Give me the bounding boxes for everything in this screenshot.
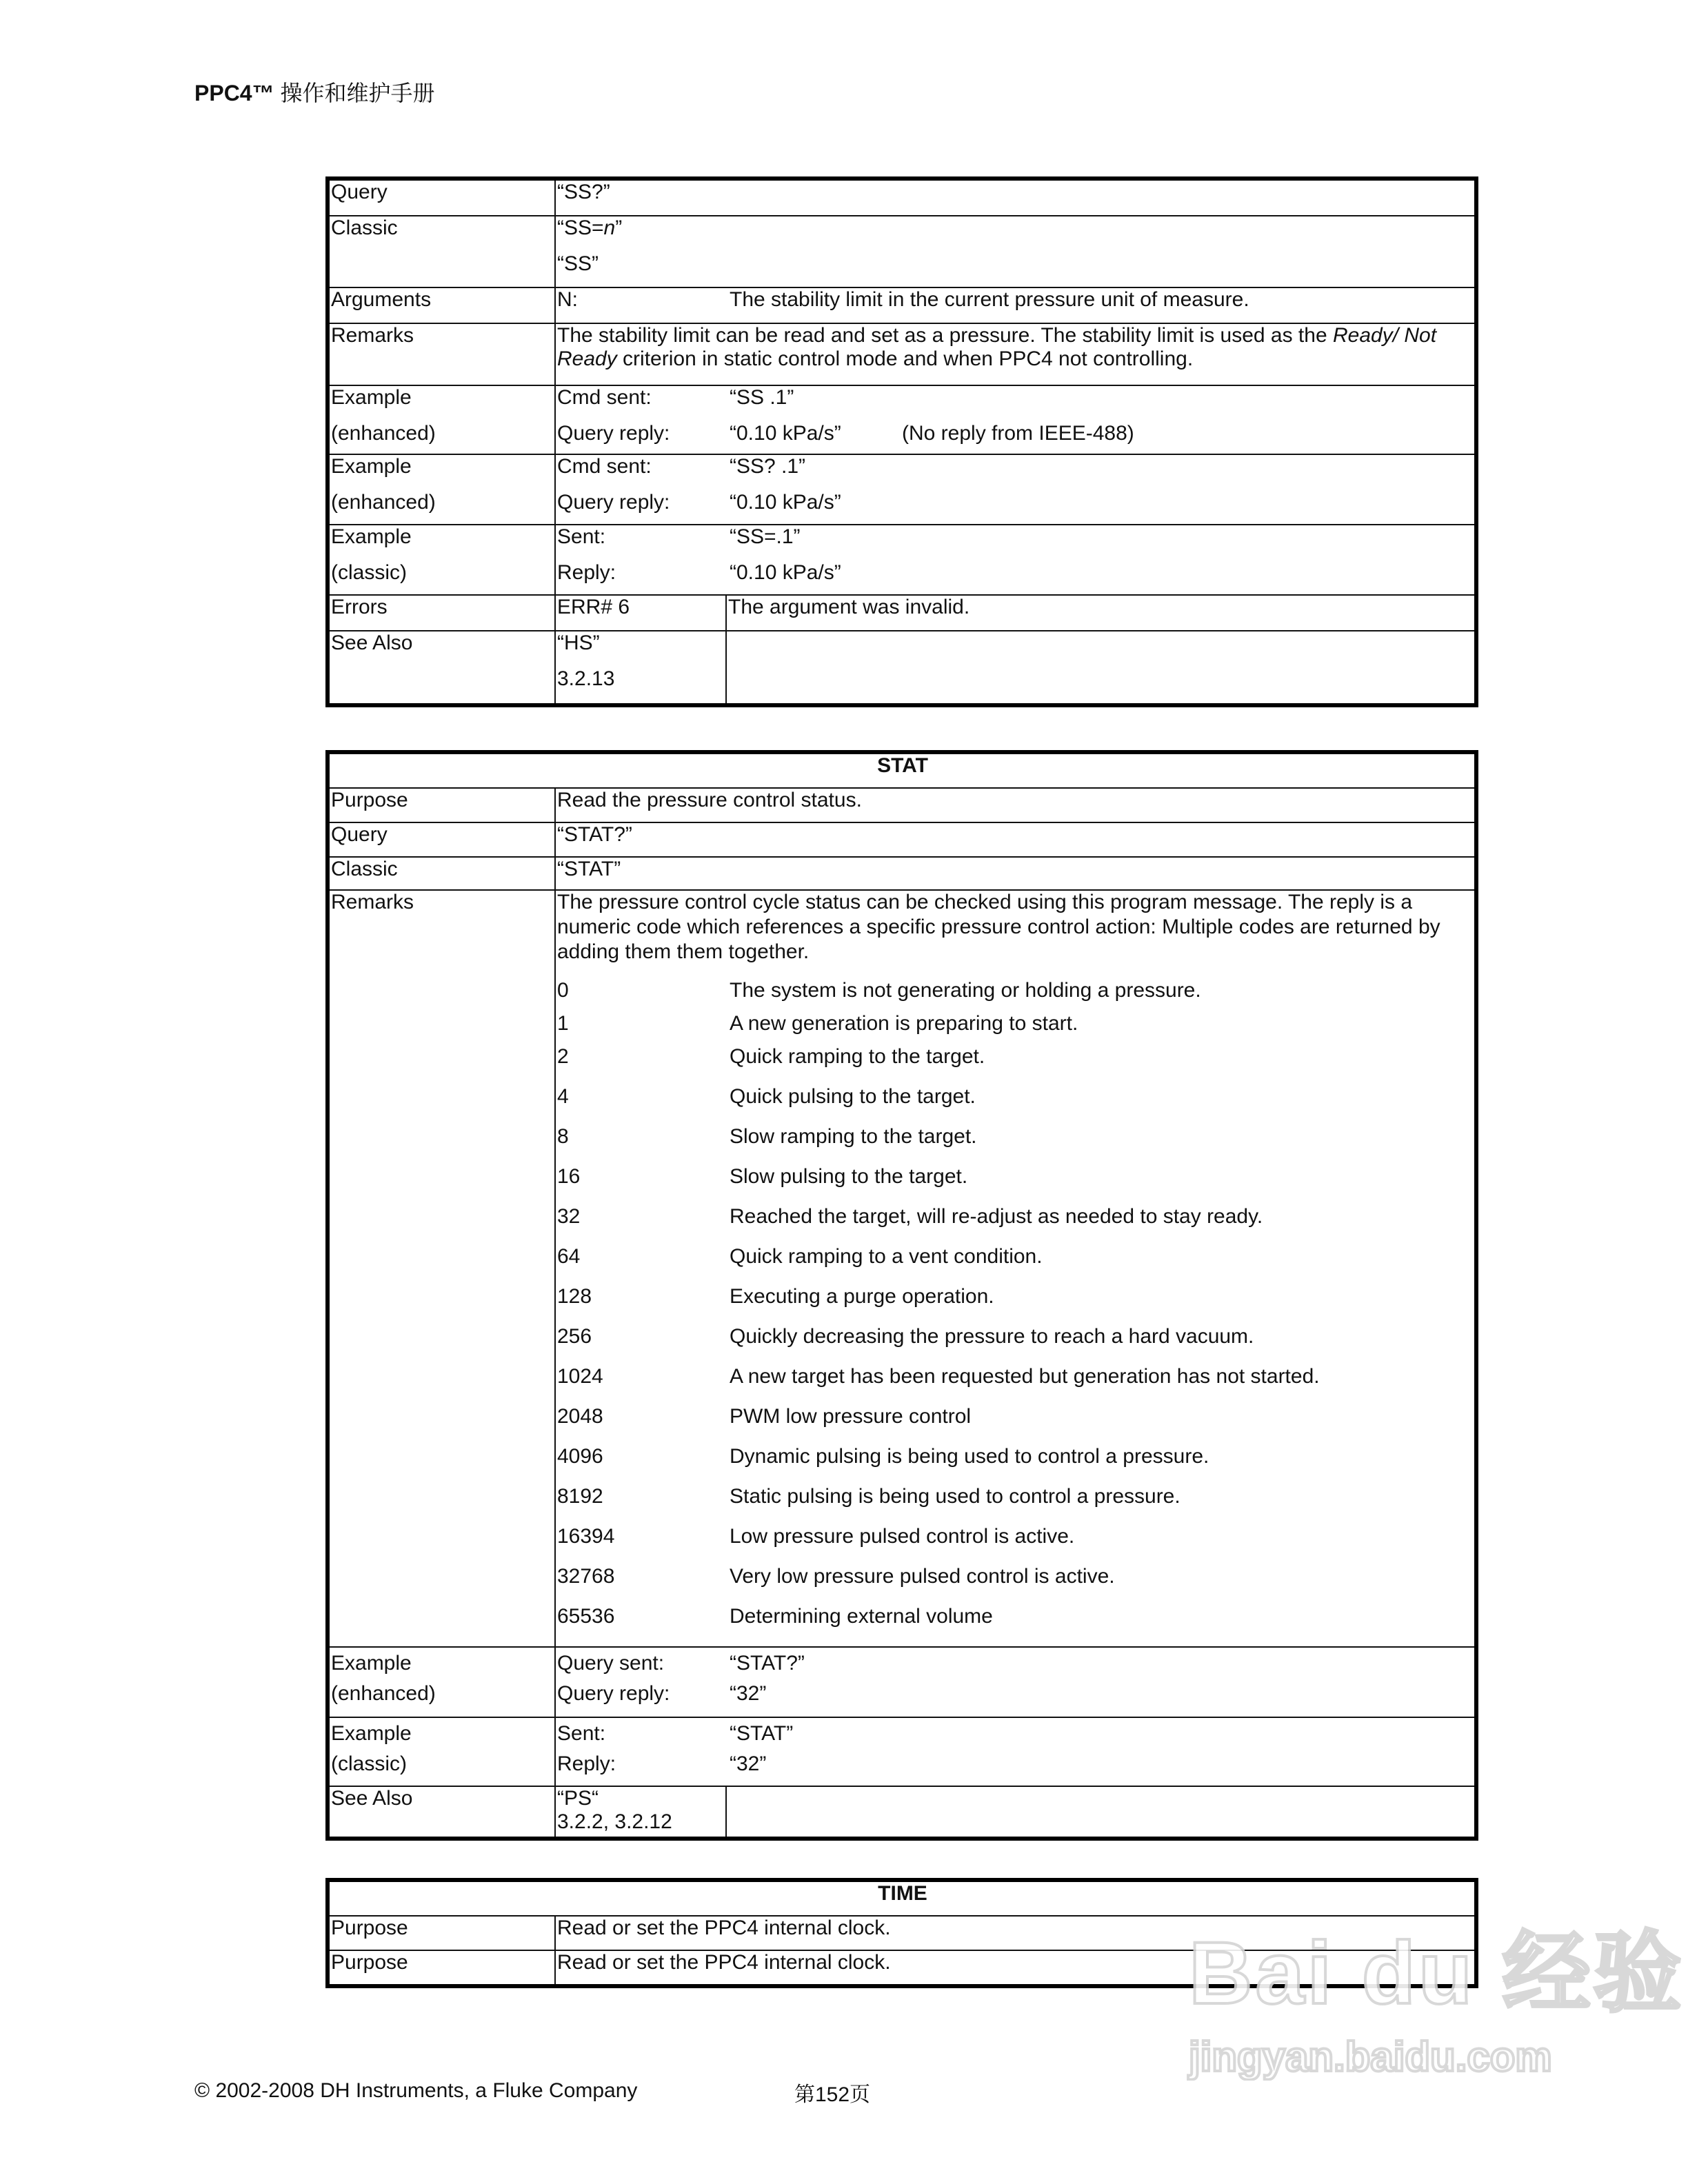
product-name: PPC4™ xyxy=(194,83,274,106)
text: N: xyxy=(557,288,578,312)
text: “0.10 kPa/s” xyxy=(730,491,841,514)
status-code: 0 xyxy=(557,979,569,1002)
status-code-row xyxy=(557,1485,1474,1508)
text: Reply: xyxy=(557,561,616,585)
text: Example xyxy=(331,386,412,410)
status-code-desc: A new generation is preparing to start. xyxy=(730,1012,1078,1035)
label xyxy=(328,525,555,595)
text: (No reply from IEEE-488) xyxy=(902,422,1134,445)
label: Classic xyxy=(328,216,555,287)
table-title: TIME xyxy=(328,1880,1476,1916)
status-code-row xyxy=(557,1012,1474,1035)
text: n xyxy=(603,216,616,240)
text: Example xyxy=(331,455,412,478)
label: See Also xyxy=(328,1786,555,1839)
status-code-row xyxy=(557,1445,1474,1468)
value xyxy=(555,454,1476,525)
error-desc: The argument was invalid. xyxy=(726,595,1476,631)
text: “SS? .1” xyxy=(730,455,806,478)
value: “STAT” xyxy=(555,857,1476,890)
label: Purpose xyxy=(328,1916,555,1950)
status-code-desc: Quick pulsing to the target. xyxy=(730,1085,976,1109)
value xyxy=(555,216,1476,287)
text: criterion in static control mode and when PPC4 not controlling. xyxy=(616,347,1194,371)
value xyxy=(555,287,1476,323)
status-code: 65536 xyxy=(557,1605,615,1628)
text: Cmd sent: xyxy=(557,386,652,410)
text: Ready/ Not Ready xyxy=(557,324,1437,371)
text: “32” xyxy=(730,1752,767,1776)
text: “SS=.1” xyxy=(730,525,801,549)
status-code-row xyxy=(557,1365,1474,1388)
text: (classic) xyxy=(331,561,407,585)
text: “STAT” xyxy=(730,1722,794,1746)
value xyxy=(555,890,1476,1647)
value: Read the pressure control status. xyxy=(555,788,1476,822)
value: Read or set the PPC4 internal clock. xyxy=(555,1950,1476,1986)
status-code-list xyxy=(557,979,1474,1628)
text: Cmd sent: xyxy=(557,455,652,478)
table-title: STAT xyxy=(328,752,1476,788)
status-code-row xyxy=(557,1605,1474,1628)
page-number: 第152页 xyxy=(794,2083,871,2107)
status-code-row xyxy=(557,1125,1474,1149)
status-code: 1 xyxy=(557,1012,569,1035)
text: (classic) xyxy=(331,1752,407,1776)
status-code-desc: A new target has been requested but generation has not started. xyxy=(730,1365,1320,1388)
status-code-row xyxy=(557,1245,1474,1268)
value: Read or set the PPC4 internal clock. xyxy=(555,1916,1476,1950)
text: 3.2.2, 3.2.12 xyxy=(557,1810,672,1834)
label: Classic xyxy=(328,857,555,890)
text: “STAT?” xyxy=(730,1652,805,1675)
status-code: 1024 xyxy=(557,1365,603,1388)
error-code: ERR# 6 xyxy=(555,595,726,631)
value xyxy=(555,323,1476,385)
value xyxy=(555,525,1476,595)
text: “32” xyxy=(730,1682,767,1706)
status-code-row xyxy=(557,1085,1474,1109)
status-code-desc: Determining external volume xyxy=(730,1605,993,1628)
status-code: 8 xyxy=(557,1125,569,1149)
label xyxy=(328,1717,555,1786)
empty-cell xyxy=(726,631,1476,705)
footer-copyright: © 2002-2008 DH Instruments, a Fluke Company xyxy=(194,2079,638,2103)
text: “0.10 kPa/s” xyxy=(730,422,841,445)
status-code: 64 xyxy=(557,1245,581,1268)
text: The stability limit in the current pressure unit of measure. xyxy=(730,288,1249,312)
status-code-desc: Executing a purge operation. xyxy=(730,1285,994,1308)
empty-cell xyxy=(726,1786,1476,1839)
text: Sent: xyxy=(557,525,606,549)
status-code: 32 xyxy=(557,1205,581,1228)
label xyxy=(328,454,555,525)
status-code: 2048 xyxy=(557,1405,603,1428)
status-code-desc: PWM low pressure control xyxy=(730,1405,972,1428)
status-code-desc: Slow ramping to the target. xyxy=(730,1125,977,1149)
status-code-desc: Low pressure pulsed control is active. xyxy=(730,1525,1075,1548)
stat-command-table xyxy=(325,750,1478,1841)
status-code: 4 xyxy=(557,1085,569,1109)
status-code-desc: The system is not generating or holding a pressure. xyxy=(730,979,1201,1002)
watermark-brand: Bai du 经验 xyxy=(1189,1923,1685,2023)
label: Purpose xyxy=(328,1950,555,1986)
status-code: 2 xyxy=(557,1045,569,1069)
status-code: 4096 xyxy=(557,1445,603,1468)
status-code-desc: Static pulsing is being used to control a pressure. xyxy=(730,1485,1180,1508)
text: Query reply: xyxy=(557,1682,670,1706)
label: Remarks xyxy=(328,890,555,1647)
status-code-desc: Dynamic pulsing is being used to control a pressure. xyxy=(730,1445,1209,1468)
text: Example xyxy=(331,1722,412,1746)
value xyxy=(555,631,726,705)
watermark-url: jingyan.baidu.com xyxy=(1189,2035,1552,2081)
status-code-row xyxy=(557,1405,1474,1428)
text: 3.2.13 xyxy=(557,667,615,691)
value: “STAT?” xyxy=(555,822,1476,857)
value xyxy=(555,1717,1476,1786)
ss-command-table xyxy=(325,176,1478,707)
page-header xyxy=(194,76,435,108)
label: Errors xyxy=(328,595,555,631)
text: The stability limit can be read and set as a pressure. The stability limit is used as the xyxy=(557,324,1333,347)
label: Query xyxy=(328,822,555,857)
status-code-desc: Quick ramping to a vent condition. xyxy=(730,1245,1043,1268)
status-code-row xyxy=(557,1285,1474,1308)
value xyxy=(555,1786,726,1839)
status-code-desc: Slow pulsing to the target. xyxy=(730,1165,968,1189)
label xyxy=(328,385,555,454)
text: (enhanced) xyxy=(331,491,436,514)
status-code-desc: Quick ramping to the target. xyxy=(730,1045,985,1069)
text: “PS“ xyxy=(557,1787,599,1810)
text: “HS” xyxy=(557,631,600,655)
status-code-row xyxy=(557,1325,1474,1348)
status-code: 128 xyxy=(557,1285,592,1308)
text: “SS= xyxy=(557,216,604,240)
status-code-row xyxy=(557,1165,1474,1189)
text: Example xyxy=(331,1652,412,1675)
text: Query reply: xyxy=(557,491,670,514)
text: Reply: xyxy=(557,1752,616,1776)
value: “SS?” xyxy=(555,179,1476,216)
text: ” xyxy=(615,216,623,240)
value xyxy=(555,385,1476,454)
status-code-desc: Quickly decreasing the pressure to reach a hard vacuum. xyxy=(730,1325,1254,1348)
manual-title: 操作和维护手册 xyxy=(280,83,435,106)
label: Query xyxy=(328,179,555,216)
label: See Also xyxy=(328,631,555,705)
value xyxy=(555,1647,1476,1717)
label xyxy=(328,1647,555,1717)
text: The pressure control cycle status can be checked using this program message. The reply is a numeric code which references a specific pressure control action: Multiple codes are returned by adding them them together. xyxy=(557,891,1440,964)
baidu-watermark xyxy=(1189,1903,1685,2082)
status-code-row xyxy=(557,1565,1474,1588)
label: Arguments xyxy=(328,287,555,323)
text: Query sent: xyxy=(557,1652,665,1675)
status-code-row xyxy=(557,1045,1474,1069)
label: Remarks xyxy=(328,323,555,385)
label: Purpose xyxy=(328,788,555,822)
status-code-row xyxy=(557,1525,1474,1548)
text: (enhanced) xyxy=(331,422,436,445)
text: (enhanced) xyxy=(331,1682,436,1706)
status-code-row xyxy=(557,1205,1474,1228)
text: “0.10 kPa/s” xyxy=(730,561,841,585)
text: “SS .1” xyxy=(730,386,794,410)
text: Example xyxy=(331,525,412,549)
text: Query reply: xyxy=(557,422,670,445)
text: “SS” xyxy=(557,252,599,276)
status-code-desc: Reached the target, will re-adjust as needed to stay ready. xyxy=(730,1205,1263,1228)
status-code: 16 xyxy=(557,1165,581,1189)
status-code: 256 xyxy=(557,1325,592,1348)
status-code-row xyxy=(557,979,1474,1002)
status-code: 16394 xyxy=(557,1525,615,1548)
status-code: 8192 xyxy=(557,1485,603,1508)
status-code: 32768 xyxy=(557,1565,615,1588)
text: Sent: xyxy=(557,1722,606,1746)
status-code-desc: Very low pressure pulsed control is active. xyxy=(730,1565,1115,1588)
